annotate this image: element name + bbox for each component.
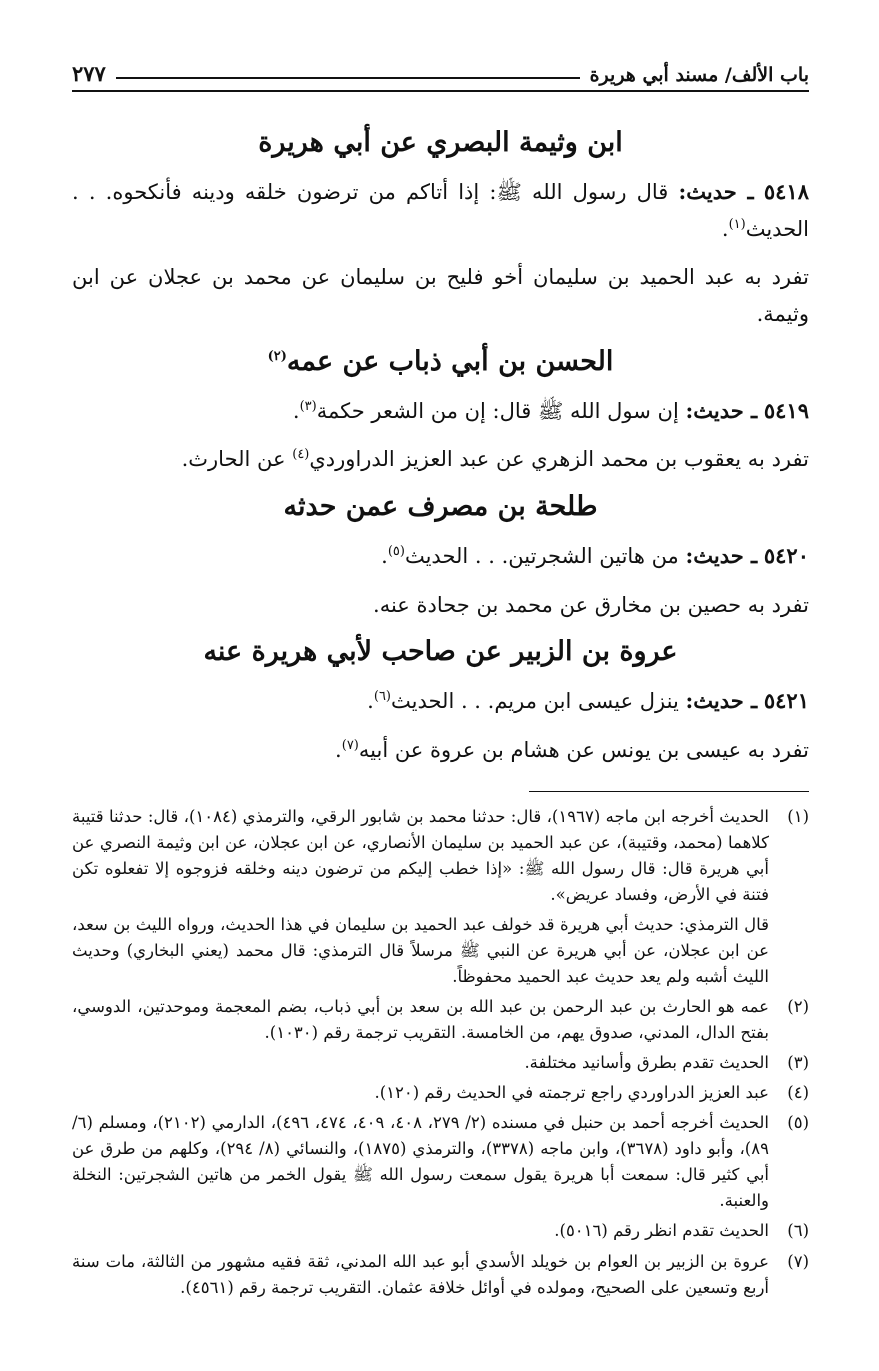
hadith-keyword: ـ حديث: <box>678 178 754 204</box>
footnote-ref: (٥) <box>387 543 405 559</box>
hadith-text: من هاتين الشجرتين. . . الحديث <box>404 543 679 568</box>
footnote-ref: (٢) <box>267 348 287 364</box>
hadith-entry <box>72 174 809 248</box>
note-end: عن الحارث. <box>181 447 293 472</box>
footnote-text: قال الترمذي: حديث أبي هريرة قد خولف عبد الحميد بن سليمان في هذا الحديث، ورواه الليث بن سعد، عن ابن عجلان، عن أبي هريرة عن النبي ﷺ مرسلاً قال الترمذي: قال محمد (يعني البخاري) وحديث الليث أشبه ولم يعد حديث عبد الحميد محفوظاً. <box>72 914 769 986</box>
transmission-note <box>72 441 809 478</box>
note-text: تفرد به عبد الحميد بن سليمان أخو فليح بن سليمان عن محمد بن عجلان عن ابن وثيمة. <box>72 265 809 326</box>
note-text: تفرد به عيسى بن يونس عن هشام بن عروة عن أبيه <box>358 737 809 762</box>
footnote <box>72 1080 809 1106</box>
footnote-mark: (٤) <box>787 1083 809 1103</box>
footnote-text: عبد العزيز الدراوردي راجع ترجمته في الحديث رقم (١٢٠). <box>374 1083 769 1103</box>
section-title <box>72 345 809 379</box>
hadith-keyword: ـ حديث: <box>685 542 758 568</box>
hadith-number: ٥٤٢١ <box>763 688 809 713</box>
transmission-note <box>72 259 809 333</box>
hadith-entry <box>72 683 809 720</box>
footnote <box>72 912 809 990</box>
hadith-text: إن سول الله ﷺ قال: إن من الشعر حكمة <box>316 398 679 423</box>
page-header <box>72 44 809 86</box>
footnote-mark <box>769 912 809 990</box>
section-title: عروة بن الزبير عن صاحب لأبي هريرة عنه <box>203 636 678 668</box>
hadith-number: ٥٤١٩ <box>763 397 809 423</box>
note-text: تفرد به يعقوب بن محمد الزهري عن عبد العزيز الدراوردي <box>309 447 809 472</box>
running-title: باب الألف/ مسند أبي هريرة <box>589 64 809 86</box>
footnote <box>72 1110 809 1214</box>
section-title: طلحة بن مصرف عمن حدثه <box>283 491 598 522</box>
footnote-ref: (٣) <box>299 398 317 414</box>
footnote-ref: (٤) <box>292 447 310 463</box>
main-text <box>72 126 809 769</box>
page-number: ٢٧٧ <box>72 61 106 86</box>
footnote-ref: (٦) <box>373 689 391 704</box>
footnote <box>72 1218 809 1244</box>
transmission-note <box>72 587 809 624</box>
footnote <box>72 1249 809 1301</box>
hadith-number: ٥٤٢٠ <box>763 542 809 568</box>
footnote-text: عروة بن الزبير بن العوام بن خويلد الأسدي أبو عبد الله المدني، ثقة فقيه مشهور من الثالثة، مات سنة أربع وتسعين على الصحيح، ومولده في أوائل خلافة عثمان. التقريب ترجمة رقم (٤٥٦١). <box>72 1251 769 1297</box>
footnote-mark: (٦) <box>787 1221 809 1241</box>
footnote-text: عمه هو الحارث بن عبد الرحمن بن عبد الله بن سعد بن أبي ذباب، بضم المعجمة وموحدتين، الدوسي، بفتح الدال، المدني، صدوق يهم، من الخامسة. التقريب ترجمة رقم (١٠٣٠). <box>72 996 769 1042</box>
hadith-keyword: ـ حديث: <box>685 397 758 423</box>
footnote-mark: (٢) <box>787 996 809 1016</box>
transmission-note <box>72 732 809 769</box>
footnote-mark: (٥) <box>787 1113 809 1133</box>
footnote-ref: (٧) <box>341 737 359 753</box>
hadith-text: قال رسول الله ﷺ: إذا أتاكم من ترضون خلقه ودينه فأنكحوه. . . الحديث <box>72 179 809 241</box>
footnote-mark: (٣) <box>787 1053 809 1073</box>
hadith-end: . <box>721 216 729 241</box>
section-title: ابن وثيمة البصري عن أبي هريرة <box>258 127 623 158</box>
note-text: تفرد به حصين بن مخارق عن محمد بن جحادة عنه. <box>373 592 809 617</box>
hadith-text: ينزل عيسى ابن مريم. . . الحديث <box>391 689 679 713</box>
footnote-text: الحديث تقدم انظر رقم (٥٠١٦). <box>554 1221 769 1241</box>
footnote-separator <box>529 791 809 792</box>
header-divider <box>72 90 809 92</box>
header-rule <box>116 77 580 79</box>
footnote-text: الحديث تقدم بطرق وأسانيد مختلفة. <box>524 1053 769 1073</box>
footnotes <box>72 804 809 1301</box>
footnote-ref: (١) <box>728 216 746 232</box>
footnote-text: الحديث أخرجه أحمد بن حنبل في مسنده (٢/ ٢٧٩، ٤٠٨، ٤٠٩، ٤٧٤، ٤٩٦)، الدارمي (٢١٠٢)، ومسلم (٦/ ٨٩)، وأبو داود (٣٦٧٨)، وابن ماجه (٣٣٧٨)، والترمذي (١٨٧٥)، والنسائي (٨/ ٢٩٤)، وكلهم من طرق عن أبي كثير قال: سمعت أبا هريرة يقول سمعت رسول الله ﷺ يقول الخمر من هاتين الشجرتين: النخلة والعنبة. <box>72 1113 769 1211</box>
hadith-keyword: ـ حديث: <box>685 688 758 713</box>
hadith-end: . <box>292 398 300 423</box>
note-end: . <box>335 737 342 762</box>
hadith-entry <box>72 538 809 575</box>
hadith-entry <box>72 393 809 430</box>
section-title-text: الحسن بن أبي ذباب عن عمه <box>286 345 614 377</box>
footnote <box>72 1050 809 1076</box>
footnote <box>72 804 809 908</box>
footnote-mark: (١) <box>787 806 809 826</box>
hadith-end: . <box>381 543 388 568</box>
footnote <box>72 994 809 1046</box>
footnote-mark: (٧) <box>787 1251 809 1271</box>
hadith-number: ٥٤١٨ <box>763 178 809 204</box>
hadith-end: . <box>367 689 374 713</box>
footnote-text: الحديث أخرجه ابن ماجه (١٩٦٧)، قال: حدثنا محمد بن شابور الرقي، والترمذي (١٠٨٤)، قال: حدثنا قتيبة كلاهما (محمد، وقتيبة)، عن عبد الحميد بن سليمان الأنصاري، عن ابن عجلان، عن ابن وثيمة النصري عن أبي هريرة قال: قال رسول الله ﷺ: «إذا خطب إليكم من ترضون دينه وخلقه فزوجوه إلا تفعلوه تكن فتنة في الأرض، وفساد عريض». <box>72 806 769 904</box>
